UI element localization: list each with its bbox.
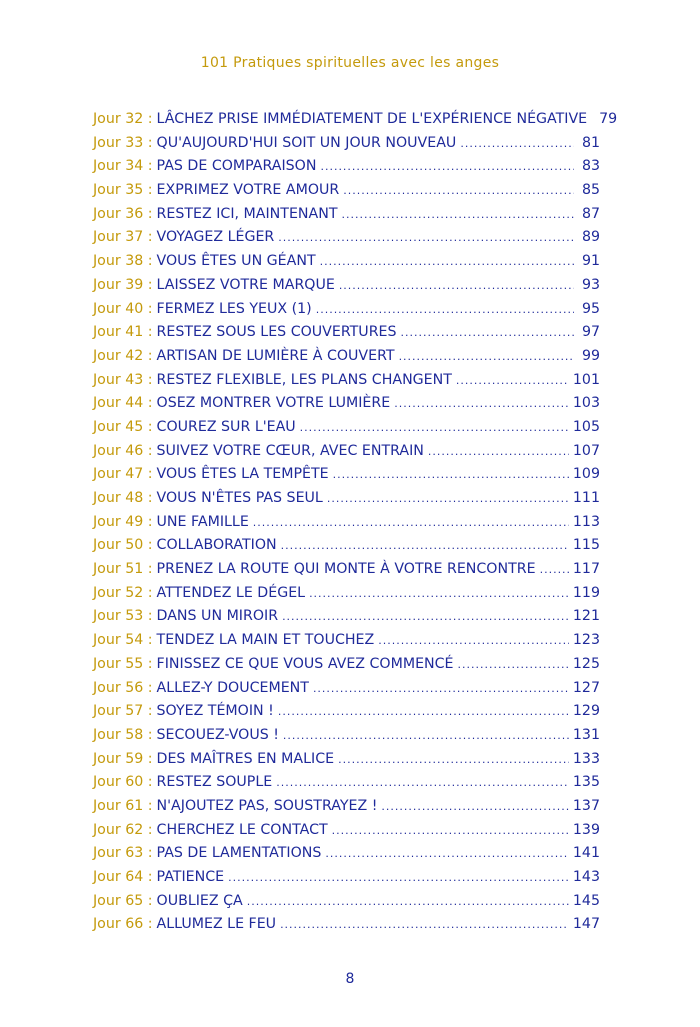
dot-leader xyxy=(320,256,574,267)
toc-entry-page: 135 xyxy=(572,774,600,791)
toc-entry xyxy=(93,537,600,561)
toc-entry xyxy=(93,395,600,419)
toc-entry-title: QU'AUJOURD'HUI SOIT UN JOUR NOUVEAU xyxy=(156,134,457,151)
toc-entry xyxy=(93,845,600,869)
toc-entry-page: 81 xyxy=(581,134,600,151)
dot-leader xyxy=(333,469,569,480)
toc-entry-title: ATTENDEZ LE DÉGEL xyxy=(156,584,306,601)
toc-entry-day: Jour 47 : xyxy=(93,466,153,483)
toc-entry-day: Jour 54 : xyxy=(93,632,153,649)
toc-entry-day: Jour 49 : xyxy=(93,513,153,530)
toc-entry-title: LÂCHEZ PRISE IMMÉDIATEMENT DE L'EXPÉRIENCE NÉGATIVE xyxy=(156,111,588,127)
toc-entry xyxy=(93,253,600,277)
dot-leader xyxy=(281,540,569,551)
toc-entry-day: Jour 35 : xyxy=(93,182,153,199)
toc-entry-day: Jour 50 : xyxy=(93,537,153,554)
toc-entry-day: Jour 46 : xyxy=(93,442,153,459)
dot-leader xyxy=(339,280,574,291)
dot-leader xyxy=(338,754,569,765)
toc-entry-page: 113 xyxy=(572,513,600,530)
dot-leader xyxy=(228,872,569,883)
dot-leader xyxy=(253,517,569,528)
toc-entry-page: 85 xyxy=(581,182,600,199)
toc-entry-page: 129 xyxy=(572,703,600,720)
toc-entry xyxy=(93,561,600,585)
toc-entry-day: Jour 42 : xyxy=(93,347,153,364)
toc-entry-page: 139 xyxy=(572,821,600,838)
toc-entry-day: Jour 56 : xyxy=(93,679,153,696)
toc-entry-title: UNE FAMILLE xyxy=(156,513,249,530)
toc-entry-page: 79 xyxy=(599,111,618,127)
toc-entry xyxy=(93,727,600,751)
toc-entry-day: Jour 40 : xyxy=(93,300,153,317)
dot-leader xyxy=(309,588,569,599)
toc-entry-title: DANS UN MIROIR xyxy=(156,608,279,625)
toc-entry-day: Jour 34 : xyxy=(93,158,153,175)
toc-entry-title: COUREZ SUR L'EAU xyxy=(156,418,296,435)
toc-entry xyxy=(93,514,600,538)
toc-entry-page: 83 xyxy=(581,158,600,175)
toc-entry-day: Jour 38 : xyxy=(93,253,153,270)
dot-leader xyxy=(399,351,574,362)
dot-leader xyxy=(394,398,569,409)
toc-entry xyxy=(93,324,600,348)
toc-entry xyxy=(93,135,600,159)
toc-entry-day: Jour 39 : xyxy=(93,276,153,293)
toc-entry-page: 123 xyxy=(572,632,600,649)
toc-entry-title: ALLUMEZ LE FEU xyxy=(156,916,277,933)
toc-entry xyxy=(93,466,600,490)
toc-entry-page: 93 xyxy=(581,276,600,293)
toc-entry-page: 147 xyxy=(572,916,600,933)
toc-entry-title: COLLABORATION xyxy=(156,537,277,554)
toc-entry-day: Jour 51 : xyxy=(93,561,153,578)
toc-entry xyxy=(93,632,600,656)
toc-entry-day: Jour 58 : xyxy=(93,726,153,743)
toc-entry-day: Jour 52 : xyxy=(93,584,153,601)
toc-entry-page: 99 xyxy=(581,347,600,364)
toc-entry-title: SOYEZ TÉMOIN ! xyxy=(156,703,274,720)
toc-entry-title: EXPRIMEZ VOTRE AMOUR xyxy=(156,182,340,199)
dot-leader xyxy=(342,209,575,220)
toc-entry-title: OSEZ MONTRER VOTRE LUMIÈRE xyxy=(156,395,391,412)
toc-entry xyxy=(93,608,600,632)
dot-leader xyxy=(320,161,574,172)
toc-entry-title: DES MAÎTRES EN MALICE xyxy=(156,750,335,767)
table-of-contents xyxy=(93,111,618,940)
toc-entry xyxy=(93,301,600,325)
toc-entry-day: Jour 53 : xyxy=(93,608,153,625)
toc-entry-day: Jour 62 : xyxy=(93,821,153,838)
dot-leader xyxy=(325,848,569,859)
toc-entry xyxy=(93,158,600,182)
toc-entry-day: Jour 37 : xyxy=(93,229,153,246)
dot-leader xyxy=(428,446,569,457)
toc-entry-title: OUBLIEZ ÇA xyxy=(156,892,243,909)
toc-entry-page: 141 xyxy=(572,845,600,862)
toc-entry xyxy=(93,229,600,253)
toc-entry-title: RESTEZ ICI, MAINTENANT xyxy=(156,205,338,222)
toc-entry-day: Jour 41 : xyxy=(93,324,153,341)
toc-entry-title: VOUS ÊTES UN GÉANT xyxy=(156,253,316,270)
dot-leader xyxy=(458,659,569,670)
toc-entry-page: 91 xyxy=(581,253,600,270)
toc-entry-page: 109 xyxy=(572,466,600,483)
toc-entry-day: Jour 43 : xyxy=(93,371,153,388)
toc-entry-title: N'AJOUTEZ PAS, SOUSTRAYEZ ! xyxy=(156,797,378,814)
toc-entry-page: 119 xyxy=(572,584,600,601)
toc-entry xyxy=(93,751,600,775)
toc-entry xyxy=(93,490,600,514)
toc-entry-page: 127 xyxy=(572,679,600,696)
dot-leader xyxy=(282,611,569,622)
dot-leader xyxy=(381,801,569,812)
dot-leader xyxy=(278,232,574,243)
toc-entry-title: PRENEZ LA ROUTE QUI MONTE À VOTRE RENCONTRE xyxy=(156,561,536,578)
dot-leader xyxy=(313,683,569,694)
toc-entry-title: FINISSEZ CE QUE VOUS AVEZ COMMENCÉ xyxy=(156,655,454,672)
dot-leader xyxy=(276,777,569,788)
dot-leader xyxy=(283,730,569,741)
toc-entry-page: 137 xyxy=(572,797,600,814)
toc-entry xyxy=(93,703,600,727)
toc-entry-page: 89 xyxy=(581,229,600,246)
toc-entry-page: 145 xyxy=(572,892,600,909)
toc-entry-day: Jour 44 : xyxy=(93,395,153,412)
toc-entry xyxy=(93,277,600,301)
toc-entry-title: PATIENCE xyxy=(156,869,225,885)
toc-entry-title: VOUS ÊTES LA TEMPÊTE xyxy=(156,466,329,483)
dot-leader xyxy=(378,635,569,646)
dot-leader xyxy=(280,919,569,930)
toc-entry-page: 105 xyxy=(572,418,600,435)
toc-entry-page: 87 xyxy=(581,205,600,222)
toc-entry xyxy=(93,372,600,396)
toc-entry-day: Jour 33 : xyxy=(93,134,153,151)
toc-entry-day: Jour 66 : xyxy=(93,916,153,933)
toc-entry xyxy=(93,206,600,230)
toc-entry-page: 117 xyxy=(572,561,600,578)
toc-entry xyxy=(93,798,600,822)
toc-entry xyxy=(93,419,600,443)
toc-entry-title: CHERCHEZ LE CONTACT xyxy=(156,821,328,838)
toc-entry xyxy=(93,869,600,893)
toc-entry-title: SUIVEZ VOTRE CŒUR, AVEC ENTRAIN xyxy=(156,442,424,459)
dot-leader xyxy=(460,138,574,149)
running-header: 101 Pratiques spirituelles avec les anges xyxy=(200,55,500,71)
toc-entry xyxy=(93,893,600,917)
toc-entry-page: 143 xyxy=(572,869,600,885)
toc-entry-title: ARTISAN DE LUMIÈRE À COUVERT xyxy=(156,347,395,364)
toc-entry-page: 121 xyxy=(572,608,600,625)
dot-leader xyxy=(300,422,569,433)
toc-entry xyxy=(93,916,600,940)
toc-entry-day: Jour 61 : xyxy=(93,797,153,814)
toc-entry-page: 97 xyxy=(581,324,600,341)
toc-entry-title: FERMEZ LES YEUX (1) xyxy=(156,300,312,317)
toc-entry-title: PAS DE LAMENTATIONS xyxy=(156,845,322,862)
toc-entry-title: TENDEZ LA MAIN ET TOUCHEZ xyxy=(156,632,375,649)
toc-entry xyxy=(93,656,600,680)
toc-entry-day: Jour 63 : xyxy=(93,845,153,862)
toc-entry-page: 133 xyxy=(572,750,600,767)
toc-entry-page: 115 xyxy=(572,537,600,554)
toc-entry-day: Jour 57 : xyxy=(93,703,153,720)
dot-leader xyxy=(327,493,569,504)
toc-entry-day: Jour 65 : xyxy=(93,892,153,909)
dot-leader xyxy=(456,375,569,386)
toc-entry-day: Jour 32 : xyxy=(93,111,153,127)
toc-entry-page: 101 xyxy=(572,371,600,388)
dot-leader xyxy=(316,304,574,315)
dot-leader xyxy=(247,896,569,907)
dot-leader xyxy=(332,825,569,836)
toc-entry-day: Jour 64 : xyxy=(93,869,153,885)
toc-entry-title: VOUS N'ÊTES PAS SEUL xyxy=(156,490,323,506)
toc-entry-page: 111 xyxy=(572,490,600,506)
toc-entry-title: RESTEZ SOUPLE xyxy=(156,774,273,791)
dot-leader xyxy=(401,327,574,338)
toc-entry-title: LAISSEZ VOTRE MARQUE xyxy=(156,276,335,293)
toc-entry-page: 103 xyxy=(572,395,600,412)
dot-leader xyxy=(278,706,569,717)
toc-entry-page: 95 xyxy=(581,300,600,317)
toc-entry xyxy=(93,443,600,467)
toc-entry xyxy=(93,822,600,846)
toc-entry-page: 125 xyxy=(572,655,600,672)
toc-entry xyxy=(93,111,618,135)
toc-entry-title: VOYAGEZ LÉGER xyxy=(156,229,275,246)
toc-entry-day: Jour 48 : xyxy=(93,490,153,506)
toc-entry-day: Jour 36 : xyxy=(93,205,153,222)
toc-entry xyxy=(93,348,600,372)
toc-entry-title: ALLEZ-Y DOUCEMENT xyxy=(156,679,309,696)
toc-entry-title: SECOUEZ-VOUS ! xyxy=(156,726,279,743)
toc-entry-day: Jour 59 : xyxy=(93,750,153,767)
dot-leader xyxy=(343,185,574,196)
toc-entry xyxy=(93,774,600,798)
toc-entry-day: Jour 45 : xyxy=(93,418,153,435)
toc-entry-page: 131 xyxy=(572,726,600,743)
toc-entry-title: RESTEZ FLEXIBLE, LES PLANS CHANGENT xyxy=(156,371,452,388)
toc-entry xyxy=(93,182,600,206)
toc-entry-title: RESTEZ SOUS LES COUVERTURES xyxy=(156,324,397,341)
dot-leader xyxy=(540,564,569,575)
toc-entry xyxy=(93,680,600,704)
toc-entry xyxy=(93,585,600,609)
toc-entry-day: Jour 55 : xyxy=(93,655,153,672)
toc-entry-page: 107 xyxy=(572,442,600,459)
page-number: 8 xyxy=(345,971,355,987)
toc-entry-day: Jour 60 : xyxy=(93,774,153,791)
toc-entry-title: PAS DE COMPARAISON xyxy=(156,158,317,175)
